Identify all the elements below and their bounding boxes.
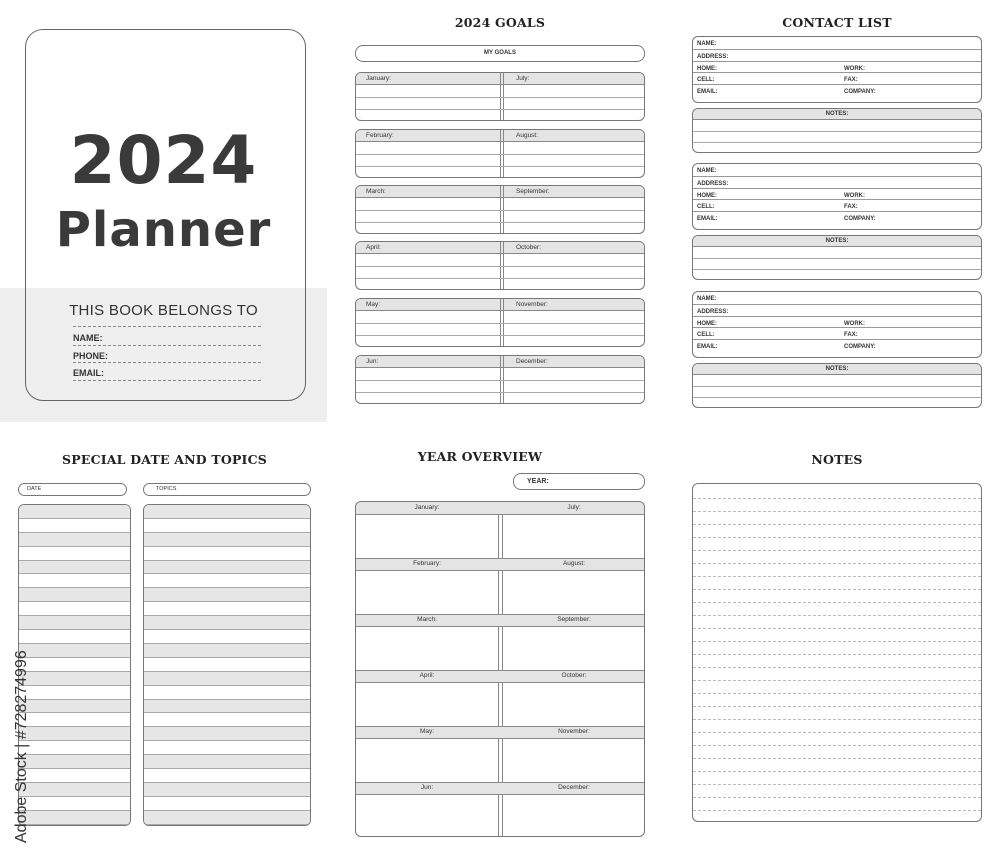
overview-month-right: August: bbox=[562, 560, 586, 567]
topic-row[interactable] bbox=[144, 630, 310, 644]
belongs-to-label: THIS BOOK BELONGS TO bbox=[69, 302, 258, 319]
goal-month-right: November: bbox=[516, 301, 548, 308]
date-row[interactable] bbox=[19, 658, 130, 672]
topic-row[interactable] bbox=[144, 672, 310, 686]
goal-line bbox=[356, 335, 644, 336]
goal-line bbox=[356, 323, 644, 324]
goal-line bbox=[356, 222, 644, 223]
topic-row[interactable] bbox=[144, 561, 310, 575]
topics-column bbox=[143, 504, 311, 826]
contact-email-label: EMAIL: bbox=[697, 89, 718, 95]
contact-work-label: WORK: bbox=[844, 66, 865, 72]
topic-row[interactable] bbox=[144, 686, 310, 700]
overview-month-left: Jun: bbox=[420, 784, 434, 791]
topic-row[interactable] bbox=[144, 811, 310, 825]
owner-email-line[interactable] bbox=[73, 380, 261, 381]
overview-month-left: January: bbox=[414, 504, 440, 511]
contact-email-label: EMAIL: bbox=[697, 344, 718, 350]
date-row[interactable] bbox=[19, 547, 130, 561]
contact-name-label: NAME: bbox=[697, 296, 717, 302]
owner-phone-label: PHONE: bbox=[73, 351, 109, 361]
date-row[interactable] bbox=[19, 811, 130, 825]
contact-line bbox=[693, 188, 981, 189]
watermark-text: Adobe Stock | #728274996 bbox=[13, 650, 30, 843]
date-row[interactable] bbox=[19, 630, 130, 644]
notes-line bbox=[693, 667, 981, 668]
notes-line bbox=[693, 641, 981, 642]
contact-company-label: COMPANY: bbox=[844, 89, 876, 95]
notes-line bbox=[693, 397, 981, 398]
goal-month-left: Jun: bbox=[366, 358, 379, 365]
goal-month-row bbox=[355, 298, 645, 347]
contact-line bbox=[693, 49, 981, 50]
contact-notes-label: NOTES: bbox=[825, 366, 849, 372]
topic-row[interactable] bbox=[144, 700, 310, 714]
goal-month-right: October: bbox=[516, 244, 541, 251]
overview-month-right: October: bbox=[561, 672, 587, 679]
notes-line bbox=[693, 537, 981, 538]
topics-label: TOPICS bbox=[156, 486, 177, 492]
my-goals-label: MY GOALS bbox=[484, 50, 516, 56]
date-row[interactable] bbox=[19, 561, 130, 575]
goal-month-row bbox=[355, 355, 645, 404]
overview-heading: YEAR OVERVIEW bbox=[417, 449, 543, 464]
contact-company-label: COMPANY: bbox=[844, 216, 876, 222]
contact-line bbox=[693, 327, 981, 328]
contact-heading: CONTACT LIST bbox=[782, 15, 892, 30]
contact-card[interactable] bbox=[692, 163, 982, 230]
special-heading: SPECIAL DATE AND TOPICS bbox=[62, 452, 267, 467]
goal-line bbox=[356, 154, 644, 155]
notes-line bbox=[693, 511, 981, 512]
topic-row[interactable] bbox=[144, 533, 310, 547]
contact-line bbox=[693, 316, 981, 317]
contact-address-label: ADDRESS: bbox=[697, 181, 729, 187]
overview-month-left: May: bbox=[419, 728, 435, 735]
topic-row[interactable] bbox=[144, 797, 310, 811]
notes-page[interactable] bbox=[692, 483, 982, 822]
contact-address-label: ADDRESS: bbox=[697, 54, 729, 60]
goal-line bbox=[356, 97, 644, 98]
date-row[interactable] bbox=[19, 727, 130, 741]
notes-line bbox=[693, 654, 981, 655]
date-row[interactable] bbox=[19, 797, 130, 811]
contact-fax-label: FAX: bbox=[844, 332, 858, 338]
goal-month-left: April: bbox=[366, 244, 381, 251]
contact-home-label: HOME: bbox=[697, 66, 717, 72]
goal-month-right: August: bbox=[516, 132, 539, 139]
goal-line bbox=[356, 109, 644, 110]
owner-phone-line[interactable] bbox=[73, 362, 261, 363]
owner-email-label: EMAIL: bbox=[73, 368, 104, 378]
contact-email-label: EMAIL: bbox=[697, 216, 718, 222]
topic-row[interactable] bbox=[144, 575, 310, 589]
contact-line bbox=[693, 339, 981, 340]
notes-line bbox=[693, 706, 981, 707]
contact-notes-label: NOTES: bbox=[825, 238, 849, 244]
date-row[interactable] bbox=[19, 741, 130, 755]
topic-row[interactable] bbox=[144, 519, 310, 533]
notes-line bbox=[693, 386, 981, 387]
contact-notes-box[interactable] bbox=[692, 363, 982, 408]
topics-pill bbox=[143, 483, 311, 496]
cover-divider bbox=[73, 326, 261, 327]
date-row[interactable] bbox=[19, 616, 130, 630]
contact-line bbox=[693, 84, 981, 85]
contact-notes-box[interactable] bbox=[692, 235, 982, 280]
contact-fax-label: FAX: bbox=[844, 204, 858, 210]
contact-work-label: WORK: bbox=[844, 193, 865, 199]
notes-line bbox=[693, 550, 981, 551]
overview-month-left: March: bbox=[417, 616, 437, 623]
my-goals-pill bbox=[355, 45, 645, 62]
contact-line bbox=[693, 176, 981, 177]
date-row[interactable] bbox=[19, 588, 130, 602]
notes-line bbox=[693, 563, 981, 564]
overview-month-right: September: bbox=[557, 616, 591, 623]
notes-line bbox=[693, 524, 981, 525]
contact-name-label: NAME: bbox=[697, 41, 717, 47]
notes-line bbox=[693, 810, 981, 811]
contact-line bbox=[693, 211, 981, 212]
cover-year: 2024 bbox=[69, 122, 258, 199]
goal-month-right: September: bbox=[516, 188, 550, 195]
contact-line bbox=[693, 72, 981, 73]
contact-notes-label: NOTES: bbox=[825, 111, 849, 117]
date-row[interactable] bbox=[19, 533, 130, 547]
notes-line bbox=[693, 498, 981, 499]
notes-line bbox=[693, 719, 981, 720]
notes-line bbox=[693, 131, 981, 132]
date-row[interactable] bbox=[19, 672, 130, 686]
contact-cell-label: CELL: bbox=[697, 204, 715, 210]
date-row[interactable] bbox=[19, 505, 130, 519]
goal-month-row bbox=[355, 129, 645, 178]
contact-fax-label: FAX: bbox=[844, 77, 858, 83]
contact-notes-box[interactable] bbox=[692, 108, 982, 153]
topic-row[interactable] bbox=[144, 727, 310, 741]
topic-row[interactable] bbox=[144, 588, 310, 602]
goal-month-left: February: bbox=[366, 132, 394, 139]
notes-heading: NOTES bbox=[811, 452, 863, 467]
date-row[interactable] bbox=[19, 700, 130, 714]
year-label: YEAR: bbox=[527, 478, 549, 485]
goal-month-left: March: bbox=[366, 188, 386, 195]
goal-month-row bbox=[355, 241, 645, 290]
date-row[interactable] bbox=[19, 519, 130, 533]
date-row[interactable] bbox=[19, 769, 130, 783]
date-column bbox=[18, 504, 131, 826]
owner-name-line[interactable] bbox=[73, 345, 261, 346]
topic-row[interactable] bbox=[144, 714, 310, 728]
contact-line bbox=[693, 304, 981, 305]
topic-row[interactable] bbox=[144, 505, 310, 519]
goal-line bbox=[356, 380, 644, 381]
contact-work-label: WORK: bbox=[844, 321, 865, 327]
date-label: DATE bbox=[27, 486, 42, 492]
notes-line bbox=[693, 602, 981, 603]
notes-line bbox=[693, 680, 981, 681]
notes-line bbox=[693, 745, 981, 746]
year-overview-grid bbox=[355, 501, 645, 837]
notes-line bbox=[693, 615, 981, 616]
date-row[interactable] bbox=[19, 686, 130, 700]
date-row[interactable] bbox=[19, 714, 130, 728]
notes-line bbox=[693, 771, 981, 772]
overview-month-right: December: bbox=[558, 784, 590, 791]
contact-cell-label: CELL: bbox=[697, 332, 715, 338]
contact-cell-label: CELL: bbox=[697, 77, 715, 83]
contact-home-label: HOME: bbox=[697, 193, 717, 199]
goal-month-left: May: bbox=[366, 301, 381, 308]
goal-line bbox=[356, 392, 644, 393]
contact-name-label: NAME: bbox=[697, 168, 717, 174]
date-row[interactable] bbox=[19, 783, 130, 797]
contact-home-label: HOME: bbox=[697, 321, 717, 327]
overview-month-left: April: bbox=[419, 672, 435, 679]
goals-heading: 2024 GOALS bbox=[454, 15, 546, 30]
goal-line bbox=[356, 166, 644, 167]
topic-row[interactable] bbox=[144, 644, 310, 658]
date-row[interactable] bbox=[19, 755, 130, 769]
date-pill bbox=[18, 483, 127, 496]
year-pill[interactable] bbox=[513, 473, 645, 490]
notes-line bbox=[693, 589, 981, 590]
topic-row[interactable] bbox=[144, 602, 310, 616]
topic-row[interactable] bbox=[144, 658, 310, 672]
contact-card[interactable] bbox=[692, 36, 982, 103]
notes-line bbox=[693, 797, 981, 798]
overview-month-right: July: bbox=[567, 504, 581, 511]
notes-line bbox=[693, 758, 981, 759]
topic-row[interactable] bbox=[144, 755, 310, 769]
notes-line bbox=[693, 628, 981, 629]
date-row[interactable] bbox=[19, 644, 130, 658]
contact-line bbox=[693, 61, 981, 62]
notes-line bbox=[693, 142, 981, 143]
contact-company-label: COMPANY: bbox=[844, 344, 876, 350]
contact-card[interactable] bbox=[692, 291, 982, 358]
notes-line bbox=[693, 258, 981, 259]
topic-row[interactable] bbox=[144, 741, 310, 755]
date-row[interactable] bbox=[19, 575, 130, 589]
notes-line bbox=[693, 269, 981, 270]
goal-line bbox=[356, 210, 644, 211]
topic-row[interactable] bbox=[144, 616, 310, 630]
cover-title: Planner bbox=[55, 202, 272, 258]
contact-address-label: ADDRESS: bbox=[697, 309, 729, 315]
owner-name-label: NAME: bbox=[73, 333, 103, 343]
goal-month-right: July: bbox=[516, 75, 530, 82]
goal-line bbox=[356, 278, 644, 279]
notes-line bbox=[693, 693, 981, 694]
goal-month-row bbox=[355, 72, 645, 121]
date-row[interactable] bbox=[19, 602, 130, 616]
topic-row[interactable] bbox=[144, 783, 310, 797]
goal-month-right: December: bbox=[516, 358, 548, 365]
notes-line bbox=[693, 784, 981, 785]
topic-row[interactable] bbox=[144, 547, 310, 561]
overview-month-left: February: bbox=[413, 560, 441, 567]
contact-line bbox=[693, 199, 981, 200]
stock-watermark bbox=[4, 610, 34, 845]
topic-row[interactable] bbox=[144, 769, 310, 783]
overview-month-right: November: bbox=[558, 728, 590, 735]
goal-month-row bbox=[355, 185, 645, 234]
notes-line bbox=[693, 576, 981, 577]
goal-line bbox=[356, 266, 644, 267]
goal-month-left: January: bbox=[366, 75, 391, 82]
notes-line bbox=[693, 732, 981, 733]
